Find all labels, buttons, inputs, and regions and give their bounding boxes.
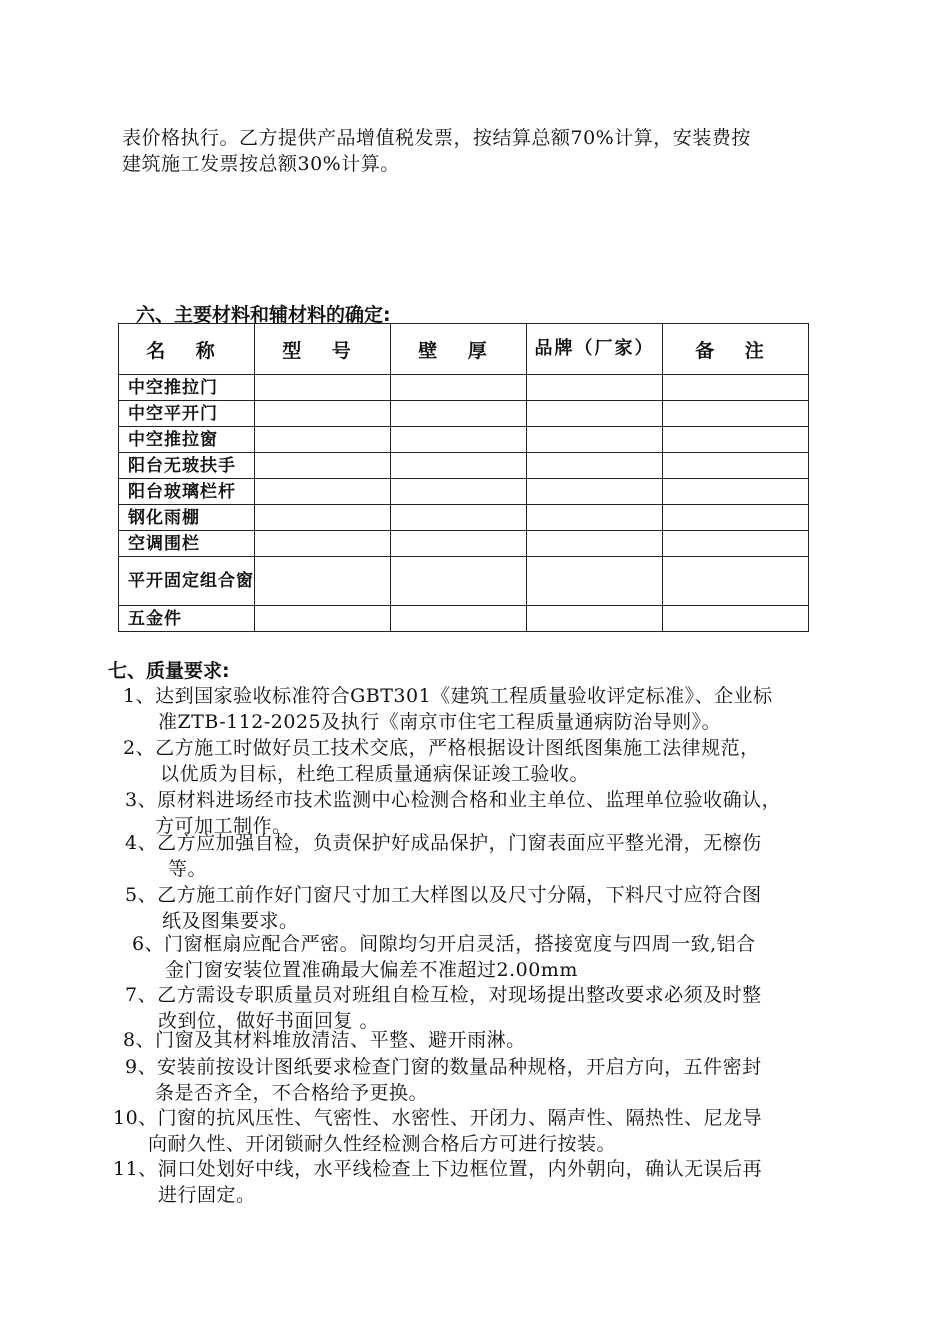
quality-item-9-line-1: 9、安装前按设计图纸要求检查门窗的数量品种规格，开启方向，五件密封 xyxy=(125,1056,762,1078)
table-row xyxy=(119,453,809,479)
quality-item-11-line-1: 11、洞口处划好中线，水平线检查上下边框位置，内外朝向，确认无误后再 xyxy=(113,1158,763,1180)
quality-item-9-line-2: 条是否齐全，不合格给予更换。 xyxy=(155,1082,429,1104)
quality-item-2-line-1: 2、乙方施工时做好员工技术交底，严格根据设计图纸图集施工法律规范， xyxy=(123,737,760,759)
quality-item-4-line-2: 等。 xyxy=(168,858,208,880)
table-row xyxy=(119,375,809,401)
table-row xyxy=(119,479,809,505)
quality-item-1-line-2: 准ZTB-112-2025及执行《南京市住宅工程质量通病防治导则》。 xyxy=(158,711,722,733)
row-name: 平开固定组合窗 xyxy=(119,557,255,606)
header-brand: 品牌（厂家） xyxy=(527,324,663,375)
quality-item-1-line-1: 1、达到国家验收标准符合GBT301《建筑工程质量验收评定标准》、企业标 xyxy=(123,685,773,707)
table-row xyxy=(119,606,809,632)
header-model: 型 号 xyxy=(255,324,391,375)
quality-item-8-line-1: 8、门窗及其材料堆放清洁、平整、避开雨淋。 xyxy=(123,1029,526,1051)
row-name: 中空平开门 xyxy=(119,401,255,427)
quality-item-6-line-1: 6、门窗框扇应配合严密。间隙均匀开启灵活，搭接宽度与四周一致,铝合 xyxy=(132,933,756,955)
table-row xyxy=(119,427,809,453)
quality-item-7-line-2: 改到位，做好书面回复 。 xyxy=(158,1010,380,1032)
table-row xyxy=(119,505,809,531)
header-remarks: 备 注 xyxy=(663,324,809,375)
quality-item-6-line-2: 金门窗安装位置准确最大偏差不准超过2.00mm xyxy=(165,959,578,981)
table-row xyxy=(119,401,809,427)
intro-line-1: 表价格执行。乙方提供产品增值税发票，按结算总额70%计算，安装费按 xyxy=(122,127,751,149)
header-thickness: 壁 厚 xyxy=(391,324,527,375)
section-7-title: 七、质量要求: xyxy=(108,660,230,682)
quality-item-10-line-1: 10、门窗的抗风压性、气密性、水密性、开闭力、隔声性、隔热性、尼龙导 xyxy=(113,1107,763,1129)
row-name: 阳台玻璃栏杆 xyxy=(119,479,255,505)
row-name: 五金件 xyxy=(119,606,255,632)
section-6-title: 六、主要材料和辅材料的确定: xyxy=(136,304,391,326)
row-name: 中空推拉窗 xyxy=(119,427,255,453)
quality-item-3-line-1: 3、原材料进场经市技术监测中心检测合格和业主单位、监理单位验收确认， xyxy=(125,789,782,811)
materials-table xyxy=(118,323,809,632)
quality-item-5-line-1: 5、乙方施工前作好门窗尺寸加工大样图以及尺寸分隔，下料尺寸应符合图 xyxy=(125,884,762,906)
table-row xyxy=(119,557,809,606)
table-row xyxy=(119,531,809,557)
quality-item-11-line-2: 进行固定。 xyxy=(158,1184,256,1206)
row-name: 钢化雨棚 xyxy=(119,505,255,531)
quality-item-4-line-1: 4、乙方应加强自检，负责保护好成品保护，门窗表面应平整光滑，无檫伤 xyxy=(125,832,762,854)
row-name: 阳台无玻扶手 xyxy=(119,453,255,479)
quality-item-3-line-2: 方可加工制作。 xyxy=(155,815,292,837)
row-name: 空调围栏 xyxy=(119,531,255,557)
row-name: 中空推拉门 xyxy=(119,375,255,401)
quality-item-2-line-2: 以优质为目标，杜绝工程质量通病保证竣工验收。 xyxy=(160,763,590,785)
intro-line-2: 建筑施工发票按总额30%计算。 xyxy=(122,153,400,175)
table-header-row xyxy=(119,324,809,375)
quality-item-7-line-1: 7、乙方需设专职质量员对班组自检互检，对现场提出整改要求必须及时整 xyxy=(125,984,762,1006)
header-name: 名 称 xyxy=(119,324,255,375)
quality-item-5-line-2: 纸及图集要求。 xyxy=(162,910,299,932)
quality-item-10-line-2: 向耐久性、开闭锁耐久性经检测合格后方可进行按装。 xyxy=(148,1133,617,1155)
